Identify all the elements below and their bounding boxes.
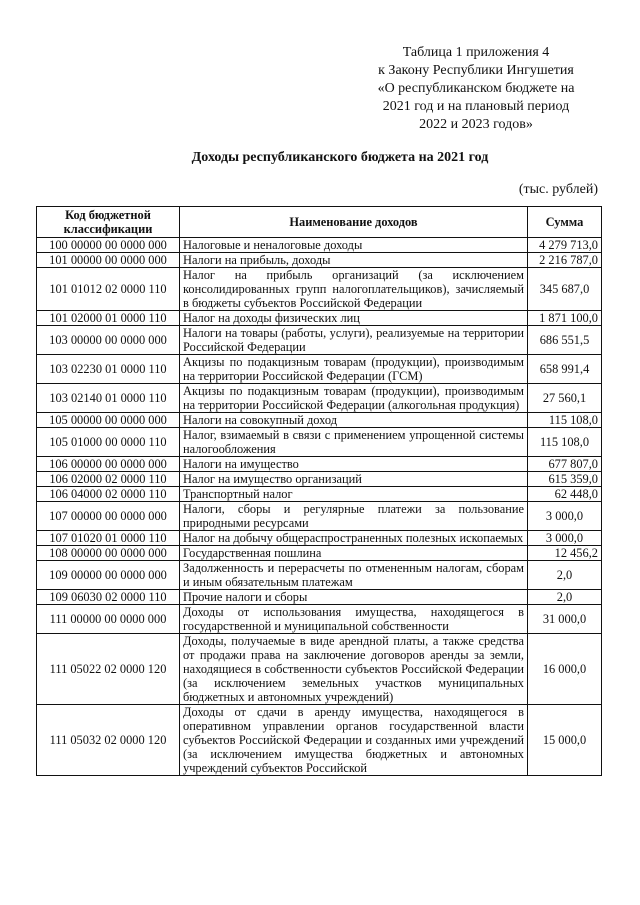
table-row	[37, 472, 602, 487]
name-cell: Налоги на имущество	[180, 457, 528, 472]
code-cell: 106 00000 00 0000 000	[37, 457, 180, 472]
code-cell: 107 00000 00 0000 000	[37, 502, 180, 531]
table-row	[37, 531, 602, 546]
name-cell: Акцизы по подакцизным товарам (продукции), производимым на территории Российской Федерации (алкогольная продукция)	[180, 384, 528, 413]
table-row	[37, 605, 602, 634]
code-cell: 107 01020 01 0000 110	[37, 531, 180, 546]
code-cell: 103 02230 01 0000 110	[37, 355, 180, 384]
sum-cell: 27 560,1	[528, 384, 602, 413]
sum-cell: 115 108,0	[528, 413, 602, 428]
code-cell: 111 05022 02 0000 120	[37, 634, 180, 705]
sum-cell: 345 687,0	[528, 268, 602, 311]
sum-cell: 15 000,0	[528, 705, 602, 776]
table-header-row	[37, 207, 602, 238]
code-cell: 100 00000 00 0000 000	[37, 238, 180, 253]
table-row	[37, 326, 602, 355]
table-row	[37, 413, 602, 428]
sum-cell: 3 000,0	[528, 502, 602, 531]
code-cell: 105 00000 00 0000 000	[37, 413, 180, 428]
name-cell: Налоги на совокупный доход	[180, 413, 528, 428]
units-label: (тыс. рублей)	[518, 182, 598, 197]
appendix-line-4: 2021 год и на плановый период	[382, 99, 570, 114]
document-title: Доходы республиканского бюджета на 2021 год	[191, 150, 489, 165]
appendix-line-1: Таблица 1 приложения 4	[402, 45, 550, 60]
code-cell: 101 02000 01 0000 110	[37, 311, 180, 326]
name-cell: Прочие налоги и сборы	[180, 590, 528, 605]
code-cell: 101 00000 00 0000 000	[37, 253, 180, 268]
table-row	[37, 546, 602, 561]
code-cell: 103 00000 00 0000 000	[37, 326, 180, 355]
name-cell: Налог на добычу общераспространенных полезных ископаемых	[180, 531, 528, 546]
sum-cell: 115 108,0	[528, 428, 602, 457]
name-cell: Налог на доходы физических лиц	[180, 311, 528, 326]
table-row	[37, 705, 602, 776]
table-row	[37, 384, 602, 413]
table-row	[37, 502, 602, 531]
code-cell: 109 06030 02 0000 110	[37, 590, 180, 605]
sum-cell: 3 000,0	[528, 531, 602, 546]
code-cell: 101 01012 02 0000 110	[37, 268, 180, 311]
name-cell: Транспортный налог	[180, 487, 528, 502]
sum-cell: 1 871 100,0	[528, 311, 602, 326]
code-cell: 103 02140 01 0000 110	[37, 384, 180, 413]
table-row	[37, 457, 602, 472]
appendix-line-2: к Закону Республики Ингушетия	[378, 63, 574, 78]
name-cell: Доходы, получаемые в виде арендной платы, а также средства от продажи права на заключение договоров аренды за земли, находящиеся в собственности субъектов Российской Федерации (за исключением земельных участков муниципальных бюджетных и автономных учреждений)	[180, 634, 528, 705]
table-row	[37, 253, 602, 268]
code-cell: 105 01000 00 0000 110	[37, 428, 180, 457]
header-code: Код бюджетной классификации	[37, 207, 180, 238]
name-cell: Налоги, сборы и регулярные платежи за пользование природными ресурсами	[180, 502, 528, 531]
sum-cell: 2,0	[528, 561, 602, 590]
code-cell: 108 00000 00 0000 000	[37, 546, 180, 561]
name-cell: Налог, взимаемый в связи с применением упрощенной системы налогообложения	[180, 428, 528, 457]
sum-cell: 2,0	[528, 590, 602, 605]
code-cell: 109 00000 00 0000 000	[37, 561, 180, 590]
table-row	[37, 634, 602, 705]
appendix-line-5: 2022 и 2023 годов»	[419, 117, 533, 132]
header-sum: Сумма	[528, 207, 602, 238]
sum-cell: 4 279 713,0	[528, 238, 602, 253]
code-cell: 106 04000 02 0000 110	[37, 487, 180, 502]
name-cell: Налоги на товары (работы, услуги), реализуемые на территории Российской Федерации	[180, 326, 528, 355]
table-row	[37, 355, 602, 384]
name-cell: Доходы от сдачи в аренду имущества, находящегося в оперативном управлении органов государственной власти субъектов Российской Федерации и созданных ими учреждений (за исключением имущества бюджетных и автономных учреждений субъектов Российской	[180, 705, 528, 776]
table-row	[37, 487, 602, 502]
sum-cell: 16 000,0	[528, 634, 602, 705]
table-row	[37, 311, 602, 326]
code-cell: 111 05032 02 0000 120	[37, 705, 180, 776]
appendix-line-3: «О республиканском бюджете на	[377, 81, 575, 96]
name-cell: Налог на имущество организаций	[180, 472, 528, 487]
header-name: Наименование доходов	[180, 207, 528, 238]
sum-cell: 677 807,0	[528, 457, 602, 472]
code-cell: 111 00000 00 0000 000	[37, 605, 180, 634]
sum-cell: 615 359,0	[528, 472, 602, 487]
appendix-header	[352, 44, 600, 134]
sum-cell: 2 216 787,0	[528, 253, 602, 268]
sum-cell: 686 551,5	[528, 326, 602, 355]
sum-cell: 658 991,4	[528, 355, 602, 384]
table-row	[37, 590, 602, 605]
sum-cell: 12 456,2	[528, 546, 602, 561]
name-cell: Акцизы по подакцизным товарам (продукции), производимым на территории Российской Федерации (ГСМ)	[180, 355, 528, 384]
sum-cell: 31 000,0	[528, 605, 602, 634]
name-cell: Государственная пошлина	[180, 546, 528, 561]
table-row	[37, 268, 602, 311]
table-row	[37, 561, 602, 590]
code-cell: 106 02000 02 0000 110	[37, 472, 180, 487]
name-cell: Задолженность и перерасчеты по отмененным налогам, сборам и иным обязательным платежам	[180, 561, 528, 590]
sum-cell: 62 448,0	[528, 487, 602, 502]
table-row	[37, 428, 602, 457]
name-cell: Доходы от использования имущества, находящегося в государственной и муниципальной собственности	[180, 605, 528, 634]
name-cell: Налоги на прибыль, доходы	[180, 253, 528, 268]
name-cell: Налог на прибыль организаций (за исключением консолидированных групп налогоплательщиков), зачисляемый в бюджеты субъектов Российской Федерации	[180, 268, 528, 311]
revenue-table	[36, 206, 602, 776]
table-row	[37, 238, 602, 253]
name-cell: Налоговые и неналоговые доходы	[180, 238, 528, 253]
